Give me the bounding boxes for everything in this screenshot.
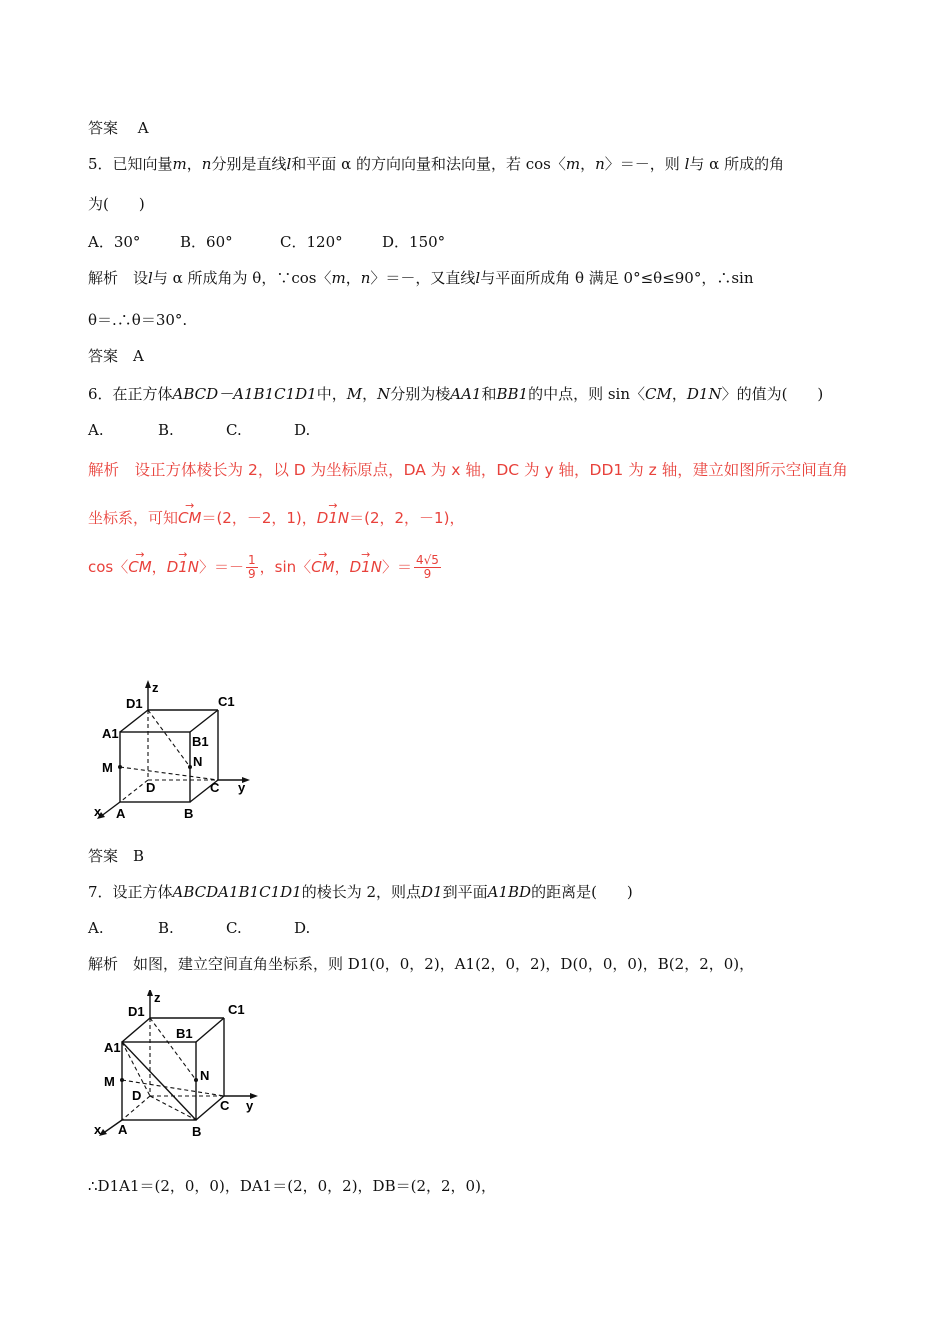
label-A: A [118, 1122, 128, 1137]
analysis-label: 解析 [88, 461, 120, 479]
choice-b: B．60° [180, 233, 233, 251]
label-z: z [152, 680, 159, 695]
q7-stem: 7．设正方体ABCDA1B1C1D1的棱长为 2，则点D1到平面A1BD的距离是( ) [88, 883, 633, 901]
label-x: x [94, 804, 102, 819]
choice-d: D. [294, 421, 311, 439]
choice-d: D. [294, 919, 311, 937]
q6-analysis-line1: 解析 设正方体棱长为 2，以 D 为坐标原点，DA 为 x 轴，DC 为 y 轴，DD1 为 z 轴，建立如图所示空间直角 [88, 461, 848, 479]
prev-answer [88, 118, 149, 138]
q6-analysis-line3: cos〈→ CM，→ D1N〉＝－ $\frac{1}{9}$ ，sin〈→ CM，→ D1N〉＝ $\frac{4√5}{9}$ [88, 554, 443, 581]
label-D: D [132, 1088, 142, 1103]
cube-figure-1 [86, 680, 266, 825]
label-M: M [104, 1074, 115, 1089]
label-D: D [146, 780, 156, 795]
label-N: N [193, 754, 203, 769]
label-C1: C1 [218, 694, 235, 709]
label-y: y [238, 780, 246, 795]
fraction: $\frac{1}{9}$ [248, 553, 256, 581]
q7-analysis: 解析 如图，建立空间直角坐标系，则 D1(0，0，2)，A1(2，0，2)，D(0，0，0)，B(2，2，0)， [88, 955, 755, 973]
choice-c: C．120° [280, 233, 343, 251]
choice-a: A. [88, 919, 104, 937]
q7-choices [88, 918, 310, 938]
q6-choices [88, 420, 310, 440]
label-B1: B1 [176, 1026, 193, 1041]
label-D1: D1 [128, 1004, 145, 1019]
q5-stem: 5．已知向量m，n分别是直线l和平面 α 的方向向量和法向量，若 cos〈m，n〉＝－，则 l与 α 所成的角 [88, 155, 785, 173]
label-M: M [102, 760, 113, 775]
q5-analysis: 解析 设l与 α 所成角为 θ，∵cos〈m，n〉＝－，又直线l与平面所成角 θ 满足 0°≤θ≤90°，∴sin [88, 269, 754, 287]
q5-stem-cont: 为( ) [88, 195, 145, 213]
label-x: x [94, 1122, 102, 1137]
label-D1: D1 [126, 696, 143, 711]
label-C1: C1 [228, 1002, 245, 1017]
choice-b: B. [158, 421, 174, 439]
choice-c: C. [226, 919, 242, 937]
q6-analysis-line2: 坐标系，可知→ CM＝(2，－2，1)，→ D1N＝(2，2，－1)， [88, 508, 464, 528]
choice-b: B. [158, 919, 174, 937]
label-B1: B1 [192, 734, 209, 749]
q5-choices [88, 232, 445, 252]
label-B: B [192, 1124, 202, 1139]
q7-vectors: ∴D1A1＝(2，0，0)，DA1＝(2，0，2)，DB＝(2，2，0)， [88, 1177, 496, 1195]
fraction: $\frac{4√5}{9}$ [415, 553, 439, 581]
choice-a: A. [88, 421, 104, 439]
label-z: z [154, 990, 161, 1005]
answer-value: A [137, 119, 149, 137]
analysis-label: 解析 [88, 955, 119, 973]
cube-figure-2 [86, 990, 276, 1140]
label-N: N [200, 1068, 210, 1083]
answer-label: 答案 [88, 119, 119, 137]
label-B: B [184, 806, 194, 821]
choice-c: C. [226, 421, 242, 439]
answer-value: A [133, 347, 144, 365]
label-C: C [210, 780, 220, 795]
label-A1: A1 [102, 726, 119, 741]
q6-stem: 6．在正方体ABCD－A1B1C1D1中，M，N分别为棱AA1和BB1的中点，则 sin〈CM，D1N〉的值为( ) [88, 385, 824, 403]
answer-label: 答案 [88, 347, 119, 365]
label-C: C [220, 1098, 230, 1113]
answer-label: 答案 [88, 847, 119, 865]
label-A1: A1 [104, 1040, 121, 1055]
q5-answer [88, 346, 144, 366]
label-y: y [246, 1098, 254, 1113]
choice-a: A．30° [88, 233, 141, 251]
choice-d: D．150° [382, 233, 446, 251]
analysis-label: 解析 [88, 269, 119, 287]
q5-analysis-cont: θ＝.∴θ＝30°. [88, 311, 188, 329]
answer-value: B [133, 847, 145, 865]
label-A: A [116, 806, 126, 821]
q6-answer [88, 846, 144, 866]
